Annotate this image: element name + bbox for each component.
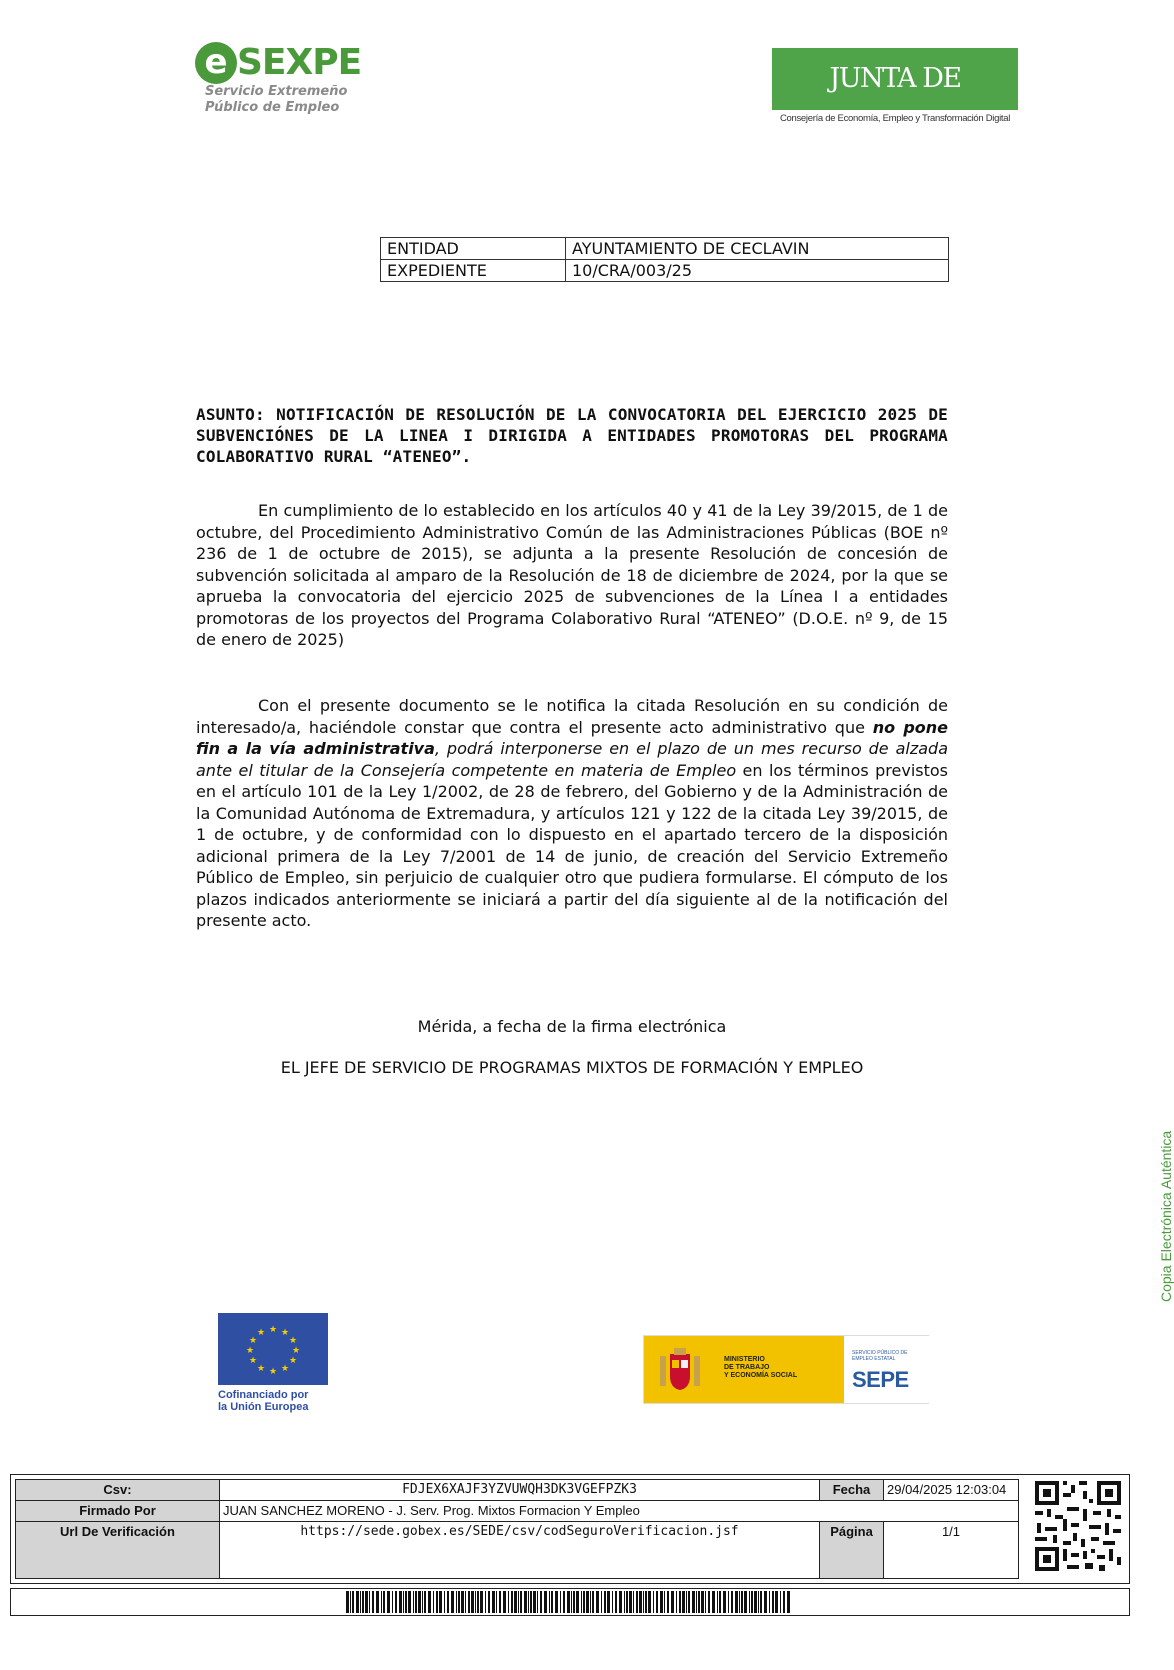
- svg-text:★: ★: [280, 1328, 290, 1338]
- eu-flag-icon: [218, 1313, 328, 1385]
- barcode-bar: [749, 1591, 750, 1613]
- barcode-bar: [705, 1591, 706, 1613]
- barcode-bar: [751, 1591, 753, 1613]
- coat-of-arms-icon: [656, 1346, 704, 1394]
- eu-caption: [218, 1389, 338, 1413]
- place-date: Mérida, a fecha de la firma electrónica: [417, 1017, 727, 1036]
- barcode-bar: [465, 1591, 466, 1613]
- barcode-bar: [772, 1591, 774, 1613]
- date-value: 29/04/2025 12:03:04: [884, 1480, 1019, 1501]
- barcode-bar: [383, 1591, 385, 1613]
- junta-logo: JUNTA DE EXTREMADURA: [772, 48, 1018, 110]
- barcode-bar: [586, 1591, 589, 1613]
- barcode-bar: [723, 1591, 726, 1613]
- barcode-bar: [458, 1591, 460, 1613]
- sexpe-logo: [195, 40, 362, 120]
- signed-by-value: JUAN SANCHEZ MORENO - J. Serv. Prog. Mixtos Formacion Y Empleo: [220, 1501, 1019, 1522]
- barcode-bar: [555, 1591, 558, 1613]
- barcode-bar: [456, 1591, 457, 1613]
- barcode-bar: [447, 1591, 449, 1613]
- barcode-bar: [571, 1591, 572, 1613]
- signed-by-label: Firmado Por: [16, 1501, 220, 1522]
- svg-text:★: ★: [256, 1328, 266, 1338]
- barcode-bar: [461, 1591, 464, 1613]
- barcode-bar: [696, 1591, 697, 1613]
- svg-text:★: ★: [268, 1367, 278, 1377]
- table-row: [16, 1501, 1019, 1522]
- barcode-bar: [739, 1591, 740, 1613]
- barcode-bar: [607, 1591, 610, 1613]
- barcode-bar: [780, 1591, 781, 1613]
- page-value: 1/1: [884, 1522, 1019, 1579]
- barcode-bar: [701, 1591, 704, 1613]
- barcode-bar: [551, 1591, 553, 1613]
- barcode-bar: [514, 1591, 517, 1613]
- barcode-bar: [433, 1591, 434, 1613]
- table-row: [381, 260, 949, 282]
- sexpe-subtitle-line2: Público de Empleo: [205, 100, 340, 115]
- barcode-bar: [656, 1591, 658, 1613]
- svg-text:★: ★: [288, 1356, 298, 1366]
- barcode-bar: [639, 1591, 642, 1613]
- barcode-bar: [444, 1591, 445, 1613]
- sexpe-mark-icon: e: [195, 42, 237, 84]
- barcode-bar: [717, 1591, 718, 1613]
- svg-text:★: ★: [248, 1356, 258, 1366]
- barcode-bar: [560, 1591, 561, 1613]
- barcode-bar: [471, 1591, 474, 1613]
- eu-caption-line1: Cofinanciado por: [218, 1389, 309, 1401]
- entity-label: ENTIDAD: [381, 238, 566, 260]
- barcode-bar: [686, 1591, 687, 1613]
- barcode-bar: [540, 1591, 542, 1613]
- barcode-bar: [667, 1591, 669, 1613]
- barcode-bar: [436, 1591, 438, 1613]
- barcode-bar: [352, 1591, 354, 1613]
- subject-heading: ASUNTO: NOTIFICACIÓN DE RESOLUCIÓN DE LA CONVOCATORIA DEL EJERCICIO 2025 DE SUBVENCIÓNES DE LA LINEA I DIRIGIDA A ENTIDADES PROMOTORAS DEL PROGRAMA COLABORATIVO RURAL “ATENEO”.: [196, 405, 948, 466]
- barcode-bar: [731, 1591, 733, 1613]
- barcode-bar: [480, 1591, 483, 1613]
- barcode-bar: [653, 1591, 654, 1613]
- barcode-bar: [369, 1591, 370, 1613]
- barcode-bar: [485, 1591, 486, 1613]
- svg-text:★: ★: [291, 1346, 301, 1356]
- paragraph-2-intro: Con el presente documento se le notifica la citada Resolución en su condición de interesado/a, haciéndole constar que contra el presente acto administrativo que: [196, 696, 948, 737]
- barcode-bar: [362, 1591, 364, 1613]
- page-label: Página: [820, 1522, 884, 1579]
- barcode-bar: [676, 1591, 677, 1613]
- barcode-bar: [619, 1591, 622, 1613]
- sexpe-logo-text: SEXPE: [237, 42, 362, 83]
- barcode-bar: [508, 1591, 509, 1613]
- table-row: [381, 238, 949, 260]
- barcode-bar: [346, 1591, 349, 1613]
- svg-text:★: ★: [288, 1336, 298, 1346]
- barcode-bar: [537, 1591, 538, 1613]
- barcode-icon: [346, 1591, 796, 1613]
- sexpe-subtitle-line1: Servicio Extremeño: [205, 84, 348, 99]
- barcode-bar: [626, 1591, 628, 1613]
- authentic-copy-side-text: Copia Electrónica Auténtica: [1158, 1130, 1174, 1302]
- barcode-bar: [533, 1591, 536, 1613]
- barcode-bar: [518, 1591, 519, 1613]
- barcode-bar: [615, 1591, 617, 1613]
- barcode-bar: [424, 1591, 426, 1613]
- barcode-bar: [728, 1591, 729, 1613]
- sepe-panel: [844, 1336, 929, 1403]
- barcode-bar: [583, 1591, 585, 1613]
- ministry-text: MINISTERIO DE TRABAJO Y ECONOMÍA SOCIAL: [724, 1356, 798, 1379]
- barcode-bar: [679, 1591, 681, 1613]
- ministry-sepe-logo: [643, 1335, 929, 1404]
- barcode-bar: [601, 1591, 602, 1613]
- barcode-bar: [664, 1591, 665, 1613]
- barcode-bar: [648, 1591, 651, 1613]
- entity-value: AYUNTAMIENTO DE CECLAVIN: [566, 238, 949, 260]
- barcode-bar: [758, 1591, 759, 1613]
- junta-subtitle: Consejería de Economía, Empleo y Transformación Digital: [779, 113, 1011, 124]
- sepe-logo-text: SEPE: [852, 1367, 909, 1392]
- barcode-bar: [418, 1591, 421, 1613]
- barcode-bar: [563, 1591, 565, 1613]
- signer-title: EL JEFE DE SERVICIO DE PROGRAMAS MIXTOS DE FORMACIÓN Y EMPLEO: [280, 1058, 864, 1077]
- csv-value: FDJEX6XAJF3YZVUWQH3DK3VGEFPZK3: [220, 1480, 820, 1501]
- barcode-bar: [645, 1591, 647, 1613]
- barcode-bar: [604, 1591, 606, 1613]
- barcode-bar: [783, 1591, 785, 1613]
- barcode-bar: [590, 1591, 591, 1613]
- file-label: EXPEDIENTE: [381, 260, 566, 282]
- barcode-bar: [612, 1591, 613, 1613]
- barcode-bar: [567, 1591, 570, 1613]
- barcode-bar: [415, 1591, 417, 1613]
- barcode-bar: [708, 1591, 710, 1613]
- eu-caption-line2: la Unión Europea: [218, 1401, 309, 1413]
- verification-url[interactable]: https://sede.gobex.es/SEDE/csv/codSeguroVerificacion.jsf: [220, 1522, 820, 1579]
- csv-label: Csv:: [16, 1480, 220, 1501]
- barcode-bar: [643, 1591, 644, 1613]
- barcode-bar: [524, 1591, 527, 1613]
- barcode-bar: [365, 1591, 368, 1613]
- barcode-bar: [636, 1591, 638, 1613]
- barcode-bar: [754, 1591, 757, 1613]
- barcode-bar: [492, 1591, 495, 1613]
- file-value: 10/CRA/003/25: [566, 260, 949, 282]
- barcode-bar: [629, 1591, 632, 1613]
- barcode-bar: [688, 1591, 690, 1613]
- url-label: Url De Verificación: [16, 1522, 220, 1579]
- paragraph-2-italic: , podrá interponerse en el plazo de un mes recurso de alzada ante el titular de la Consejería competente en materia de Empleo: [196, 739, 948, 780]
- barcode-bar: [549, 1591, 550, 1613]
- svg-text:★: ★: [256, 1364, 266, 1374]
- barcode-bar: [692, 1591, 695, 1613]
- barcode-bar: [392, 1591, 393, 1613]
- barcode-bar: [760, 1591, 762, 1613]
- table-row: [16, 1480, 1019, 1501]
- barcode-bar: [477, 1591, 479, 1613]
- barcode-bar: [530, 1591, 532, 1613]
- barcode-bar: [719, 1591, 721, 1613]
- barcode-bar: [744, 1591, 747, 1613]
- barcode-bar: [387, 1591, 390, 1613]
- barcode-bar: [576, 1591, 579, 1613]
- barcode-bar: [350, 1591, 351, 1613]
- barcode-bar: [520, 1591, 522, 1613]
- entity-table: [380, 237, 949, 282]
- table-row: [16, 1522, 1019, 1579]
- paragraph-2: [196, 695, 948, 932]
- verification-box: [10, 1474, 1130, 1584]
- barcode-bar: [581, 1591, 582, 1613]
- verification-table: [15, 1479, 1019, 1579]
- barcode-bar: [395, 1591, 397, 1613]
- paragraph-1-text: En cumplimiento de lo establecido en los artículos 40 y 41 de la Ley 39/2015, de 1 de octubre, del Procedimiento Administrativo Común de las Administraciones Públicas (BOE nº 236 de 1 de octubre de 2015), se adjunta a la presente Resolución de concesión de subvención solicitada al amparo de la Resolución de 18 de diciembre de 2024, por la que se aprueba la convocatoria del ejercicio 2025 de subvenciones de la Línea I a entidades promotoras de los proyectos del Programa Colaborativo Rural “ATENEO” (D.O.E. nº 9, de 15 de enero de 2025): [196, 501, 948, 649]
- barcode-bar: [511, 1591, 513, 1613]
- barcode-bar: [698, 1591, 700, 1613]
- barcode-bar: [499, 1591, 501, 1613]
- barcode-bar: [372, 1591, 374, 1613]
- barcode-box: [10, 1588, 1130, 1616]
- svg-text:★: ★: [280, 1364, 290, 1374]
- barcode-bar: [592, 1591, 594, 1613]
- barcode-bar: [376, 1591, 379, 1613]
- qr-code-icon: [1033, 1479, 1123, 1573]
- paragraph-2-rest: en los términos previstos en el artículo 101 de la Ley 1/2002, de 28 de febrero, del Gobierno y de la Administración de la Comunidad Autónoma de Extremadura, y artículos 121 y 122 de la citada Ley 39/2015, de 1 de octubre, y de conformidad con lo dispuesto en el apartado tercero de la disposición adicional primera de la Ley 7/2001 de 14 de junio, de creación del Servicio Extremeño Público de Empleo, sin perjuicio de cualquier otro que pudiera formularse. El cómputo de los plazos indicados anteriormente se iniciará a partir del día siguiente al de la notificación del presente acto.: [196, 760, 949, 930]
- date-label: Fecha: [820, 1480, 884, 1501]
- sepe-subtitle: SERVICIO PÚBLICO DE EMPLEO ESTATAL: [852, 1350, 908, 1362]
- barcode-bar: [741, 1591, 743, 1613]
- barcode-bar: [660, 1591, 663, 1613]
- barcode-bar: [764, 1591, 767, 1613]
- svg-text:★: ★: [268, 1325, 278, 1335]
- barcode-bar: [496, 1591, 497, 1613]
- barcode-bar: [596, 1591, 599, 1613]
- svg-text:★: ★: [248, 1336, 258, 1346]
- paragraph-1: [196, 500, 948, 651]
- paragraph-2-emphasis: no pone fin a la vía administrativa: [196, 717, 949, 758]
- barcode-bar: [356, 1591, 359, 1613]
- barcode-bar: [787, 1591, 790, 1613]
- barcode-bar: [671, 1591, 674, 1613]
- barcode-bar: [503, 1591, 506, 1613]
- barcode-bar: [403, 1591, 404, 1613]
- barcode-bar: [422, 1591, 423, 1613]
- barcode-bar: [528, 1591, 529, 1613]
- barcode-bar: [712, 1591, 715, 1613]
- barcode-bar: [360, 1591, 361, 1613]
- barcode-bar: [488, 1591, 490, 1613]
- barcode-bar: [682, 1591, 685, 1613]
- barcode-bar: [775, 1591, 778, 1613]
- barcode-bar: [451, 1591, 454, 1613]
- barcode-bar: [468, 1591, 470, 1613]
- barcode-bar: [624, 1591, 625, 1613]
- barcode-bar: [735, 1591, 738, 1613]
- barcode-bar: [428, 1591, 431, 1613]
- barcode-bar: [439, 1591, 442, 1613]
- paragraph-2-text: [196, 695, 948, 932]
- barcode-bar: [633, 1591, 634, 1613]
- barcode-bar: [475, 1591, 476, 1613]
- barcode-bar: [573, 1591, 575, 1613]
- barcode-bar: [408, 1591, 411, 1613]
- svg-text:★: ★: [245, 1346, 255, 1356]
- barcode-bar: [405, 1591, 407, 1613]
- barcode-bar: [544, 1591, 547, 1613]
- barcode-bar: [413, 1591, 414, 1613]
- barcode-bar: [381, 1591, 382, 1613]
- barcode-bar: [769, 1591, 770, 1613]
- barcode-bar: [399, 1591, 402, 1613]
